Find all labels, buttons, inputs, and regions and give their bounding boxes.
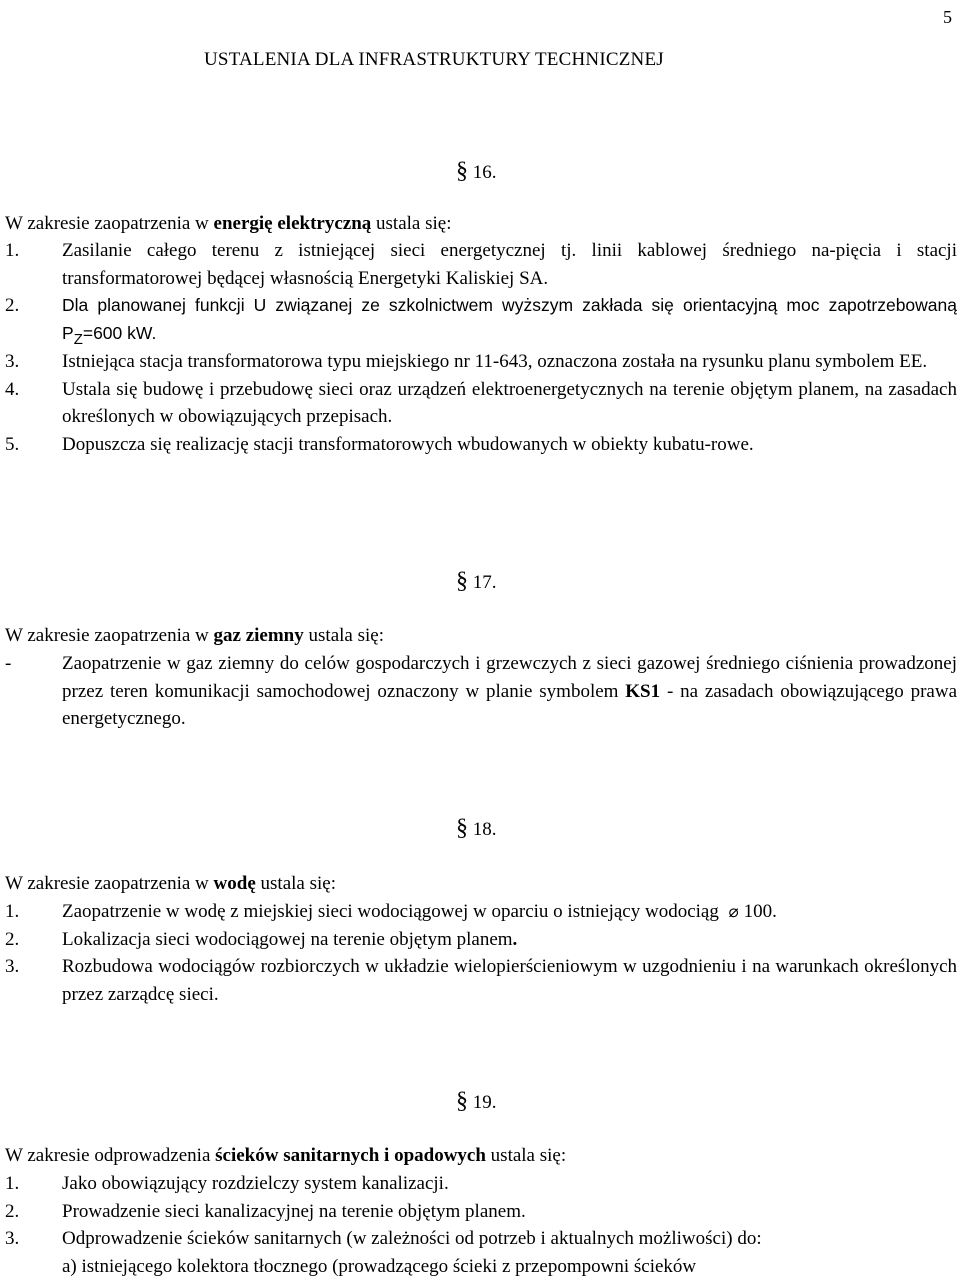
section-number: 16. — [472, 162, 497, 183]
page-number: 5 — [943, 7, 952, 27]
section-19-intro: W zakresie odprowadzenia ścieków sanitarnych i opadowych ustala się: — [5, 1145, 567, 1166]
list-item: 3. Odprowadzenie ścieków sanitarnych (w zależności od potrzeb i aktualnych możliwości) do: — [5, 1228, 762, 1249]
section-16-list — [5, 237, 957, 458]
section-18-heading — [456, 815, 497, 844]
section-symbol: § — [456, 158, 468, 184]
list-item: 3. Rozbudowa wodociągów rozbiorczych w układzie wielopierścieniowym w uzgodnieniu i na warunkach określonych przez zarządcę sieci. — [5, 956, 957, 1005]
list-item: 3. Istniejąca stacja transformatorowa typu miejskiego nr 11-643, oznaczona została na rysunku planu symbolem EE. — [5, 351, 928, 372]
intro-bold: gaz ziemny — [213, 625, 304, 646]
list-item: 2. Dla planowanej funkcji U związanej ze szkolnictwem wyższym zakłada się orientacyjną moc zapotrzebowaną PZ=600 kW. — [5, 295, 957, 348]
list-sub-item: a) istniejącego kolektora tłocznego (prowadzącego ścieki z przepompowni ścieków — [62, 1255, 697, 1277]
section-number: 17. — [472, 572, 497, 593]
section-18-intro: W zakresie zaopatrzenia w wodę ustala się: — [5, 873, 336, 894]
list-item: 1. Zaopatrzenie w wodę z miejskiej sieci wodociągowej w oparciu o istniejący wodociąg ⌀ 100. — [5, 898, 957, 926]
intro-bold: energię elektryczną — [213, 213, 372, 234]
section-17-intro: W zakresie zaopatrzenia w gaz ziemny ustala się: — [5, 625, 384, 646]
list-item: 5. Dopuszcza się realizację stacji transformatorowych wbudowanych w obiekty kubatu-rowe. — [5, 433, 754, 455]
list-item: - Zaopatrzenie w gaz ziemny do celów gospodarczych i grzewczych z sieci gazowej średniego ciśnienia prowadzonej przez teren komunikacji samochodowej oznaczony w planie symbolem KS1 - na zasadach obowiązującego prawa energetycznego. — [5, 653, 957, 729]
section-symbol: § — [456, 568, 468, 594]
document-title: USTALENIA DLA INFRASTRUKTURY TECHNICZNEJ — [204, 49, 664, 70]
section-17-heading — [456, 568, 497, 597]
section-19-list — [5, 1170, 957, 1280]
list-item: 1. Zasilanie całego terenu z istniejącej sieci energetycznej tj. linii kablowej średniego na-pięcia i stacji transformatorowej będącej własnością Energetyki Kaliskiej SA. — [5, 240, 957, 289]
list-item: 1. Jako obowiązujący rozdzielczy system kanalizacji. — [5, 1173, 449, 1194]
section-number: 19. — [472, 1092, 497, 1113]
list-item: 2. Prowadzenie sieci kanalizacyjnej na terenie objętym planem. — [5, 1200, 526, 1222]
list-item: 2. Lokalizacja sieci wodociągowej na terenie objętym planem. — [5, 928, 518, 950]
section-16-intro: W zakresie zaopatrzenia w energię elektryczną ustala się: — [5, 213, 452, 234]
section-18-list — [5, 898, 957, 1008]
section-16-heading — [456, 158, 497, 187]
intro-bold: wodę — [213, 873, 256, 894]
section-17-list — [5, 650, 957, 733]
list-item: 4. Ustala się budowę i przebudowę sieci oraz urządzeń elektroenergetycznych na terenie objętym planem, na zasadach określonych w obowiązujących przepisach. — [5, 378, 957, 427]
section-19-heading — [456, 1088, 497, 1117]
section-number: 18. — [472, 819, 497, 840]
intro-bold: ścieków sanitarnych i opadowych — [215, 1145, 486, 1166]
section-symbol: § — [456, 1088, 468, 1114]
section-symbol: § — [456, 815, 468, 841]
diameter-symbol-icon: ⌀ — [728, 902, 739, 921]
